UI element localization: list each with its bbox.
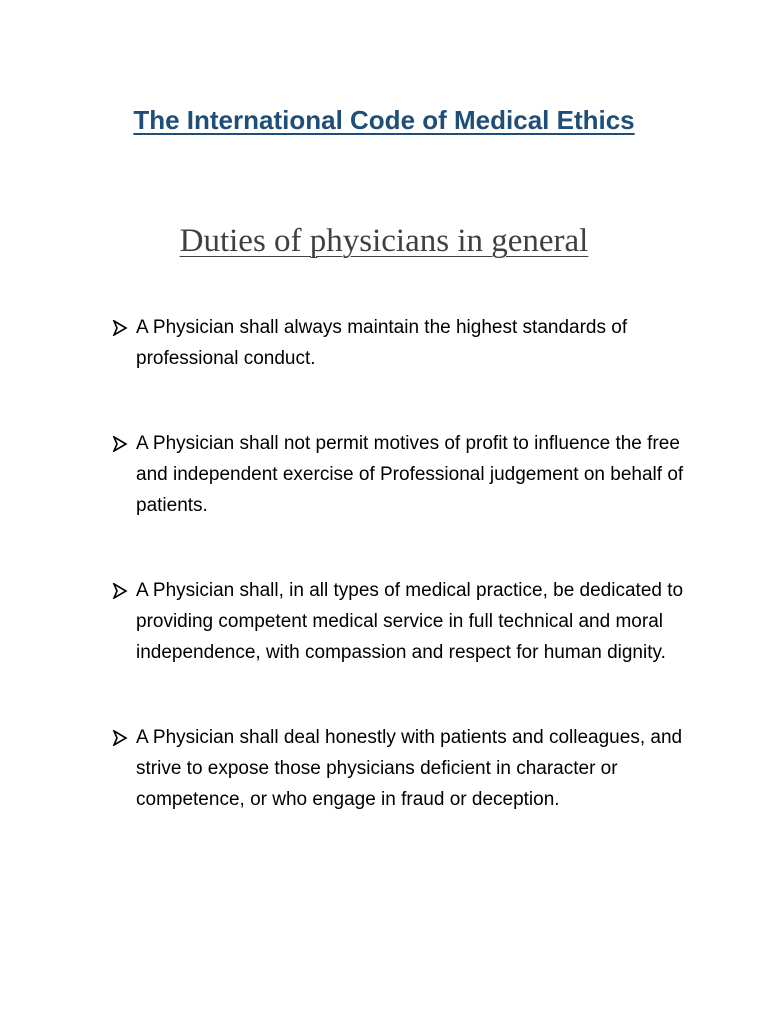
list-item-text: A Physician shall not permit motives of profit to influence the free and independent exercise of Professional judgement on behalf of patients. (136, 433, 684, 516)
section-heading: Duties of physicians in general (179, 223, 589, 259)
duties-list (112, 312, 692, 869)
arrowhead-bullet-icon (112, 320, 128, 336)
list-item (112, 575, 692, 668)
list-item-text: A Physician shall, in all types of medical practice, be dedicated to providing competent medical service in full technical and moral independence, with compassion and respect for human dignity. (136, 580, 684, 663)
list-item (112, 428, 692, 521)
list-item-text: A Physician shall always maintain the highest standards of professional conduct. (136, 317, 628, 369)
list-item (112, 722, 692, 815)
list-item-text: A Physician shall deal honestly with patients and colleagues, and strive to expose those physicians deficient in character or competence, or who engage in fraud or deception. (136, 727, 683, 810)
arrowhead-bullet-icon (112, 583, 128, 599)
document-title: The International Code of Medical Ethics (133, 105, 635, 135)
arrowhead-bullet-icon (112, 730, 128, 746)
arrowhead-bullet-icon (112, 436, 128, 452)
list-item (112, 312, 692, 374)
